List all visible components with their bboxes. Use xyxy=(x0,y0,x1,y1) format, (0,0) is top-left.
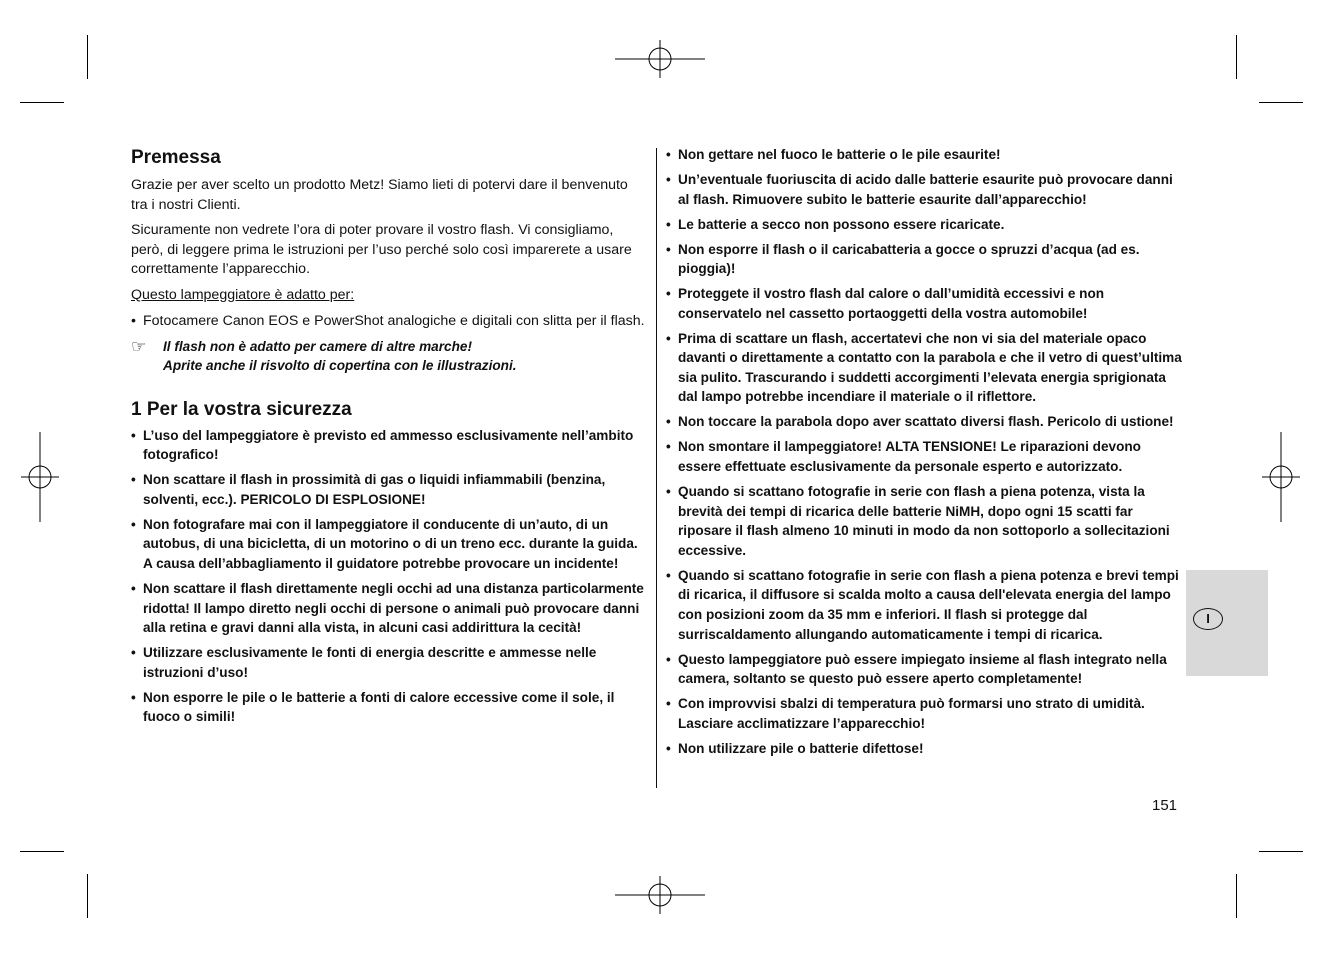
list-item: • Non esporre il flash o il caricabatteria a gocce o spruzzi d’acqua (ad es. pioggia)! xyxy=(666,240,1184,279)
page-number: 151 xyxy=(1152,797,1178,814)
list-item: • Non gettare nel fuoco le batterie o le pile esaurite! xyxy=(666,145,1184,165)
registration-mark-bottom xyxy=(615,850,705,940)
note-line: Aprite anche il risvolto di copertina con le illustrazioni. xyxy=(163,358,517,374)
list-item: • Quando si scattano fotografie in serie con flash a piena potenza e brevi tempi di ricarica, il diffusore si scalda molto a causa dell'elevata energia del lampo con posizioni zoom da 35 mm e inferiori. Il flash si protegge dal surriscaldamento allungando automaticamente i tempi di ricarica. xyxy=(666,566,1184,644)
language-tab xyxy=(1186,570,1268,676)
note xyxy=(131,337,646,376)
list-item: • Prima di scattare un flash, accertatevi che non vi sia del materiale opaco davanti o direttamente a contatto con la parabola e che il vetro di quest’ultima sia pulito. Trascurando i suddetti accorgimenti l’elevata energia sprigionata dal lampo potrebbe incendiare il materiale o il riflettore. xyxy=(666,329,1184,407)
registration-mark-left xyxy=(0,432,85,522)
note-line: Il flash non è adatto per camere di altre marche! xyxy=(163,338,472,354)
crop-mark xyxy=(1236,874,1237,918)
list-item: • Con improvvisi sbalzi di temperatura può formarsi uno strato di umidità. Lasciare acclimatizzare l’apparecchio! xyxy=(666,694,1184,733)
list-item: • Non scattare il flash direttamente negli occhi ad una distanza particolarmente ridotta! Il lampo diretto negli occhi di persone o animali può provocare danni alla retina e gravi danni alla vista, in alcuni casi addirittura la cecità! xyxy=(131,579,646,638)
heading-safety: 1 Per la vostra sicurezza xyxy=(131,398,352,420)
crop-mark xyxy=(1259,102,1303,103)
left-column xyxy=(131,146,646,732)
list-item: • Non scattare il flash in prossimità di gas o liquidi infiammabili (benzina, solventi, ecc.). PERICOLO DI ESPLOSIONE! xyxy=(131,470,646,509)
list-item: • Quando si scattano fotografie in serie con flash a piena potenza, vista la brevità dei tempi di ricarica delle batterie NiMH, dopo ogni 15 scatti far riposare il flash almeno 10 minuti in modo da non sottoporlo a sollecitazioni eccessive. xyxy=(666,482,1184,560)
list-item: • Proteggete il vostro flash dal calore o dall’umidità eccessivi e non conservatelo nel cassetto portaoggetti della vostra automobile! xyxy=(666,284,1184,323)
registration-mark-top xyxy=(615,14,705,104)
crop-mark xyxy=(87,874,88,918)
suitable-label: Questo lampeggiatore è adatto per: xyxy=(131,286,355,303)
registration-mark-right xyxy=(1236,432,1325,522)
list-item: • Non toccare la parabola dopo aver scattato diversi flash. Pericolo di ustione! xyxy=(666,412,1184,432)
crop-mark xyxy=(20,102,64,103)
suitable-list xyxy=(131,312,646,332)
list-item: • Le batterie a secco non possono essere ricaricate. xyxy=(666,215,1184,235)
list-item: • Un’eventuale fuoriuscita di acido dalle batterie esaurite può provocare danni al flash. Rimuovere subito le batterie esaurite dall’apparecchio! xyxy=(666,170,1184,209)
language-label: I xyxy=(1193,608,1223,630)
crop-mark xyxy=(1236,35,1237,79)
crop-mark xyxy=(87,35,88,79)
advice-paragraph: Sicuramente non vedrete l’ora di poter provare il vostro flash. Vi consigliamo, però, di leggere prima le istruzioni per l’uso perché solo così imparerete a usare correttamente l’apparecchio. xyxy=(131,222,632,278)
list-item: • Non esporre le pile o le batterie a fonti di calore eccessive come il sole, il fuoco o simili! xyxy=(131,688,646,727)
heading-premessa: Premessa xyxy=(131,147,221,168)
crop-mark xyxy=(1259,851,1303,852)
pointing-hand-icon: ☞ xyxy=(131,336,147,356)
intro-paragraph: Grazie per aver scelto un prodotto Metz! Siamo lieti di potervi dare il benvenuto tra i nostri Clienti. xyxy=(131,177,628,213)
list-item: • Fotocamere Canon EOS e PowerShot analogiche e digitali con slitta per il flash. xyxy=(131,312,646,332)
list-item: • Non smontare il lampeggiatore! ALTA TENSIONE! Le riparazioni devono essere effettuate esclusivamente da personale esperto e autorizzato. xyxy=(666,437,1184,476)
list-item: • Utilizzare esclusivamente le fonti di energia descritte e ammesse nelle istruzioni d’uso! xyxy=(131,643,646,682)
list-item: • Questo lampeggiatore può essere impiegato insieme al flash integrato nella camera, soltanto se questo può essere aperto completamente! xyxy=(666,650,1184,689)
crop-mark xyxy=(20,851,64,852)
right-column xyxy=(666,145,1184,764)
safety-list-continued xyxy=(666,145,1184,758)
list-item: • L’uso del lampeggiatore è previsto ed ammesso esclusivamente nell’ambito fotografico! xyxy=(131,426,646,465)
list-item: • Non utilizzare pile o batterie difettose! xyxy=(666,739,1184,759)
safety-list xyxy=(131,426,646,727)
column-divider xyxy=(656,148,657,788)
list-item: • Non fotografare mai con il lampeggiatore il conducente di un’auto, di un autobus, di una bicicletta, di un motorino o di un treno ecc. durante la guida. A causa dell’abbagliamento il guidatore potrebbe provocare un incidente! xyxy=(131,515,646,574)
